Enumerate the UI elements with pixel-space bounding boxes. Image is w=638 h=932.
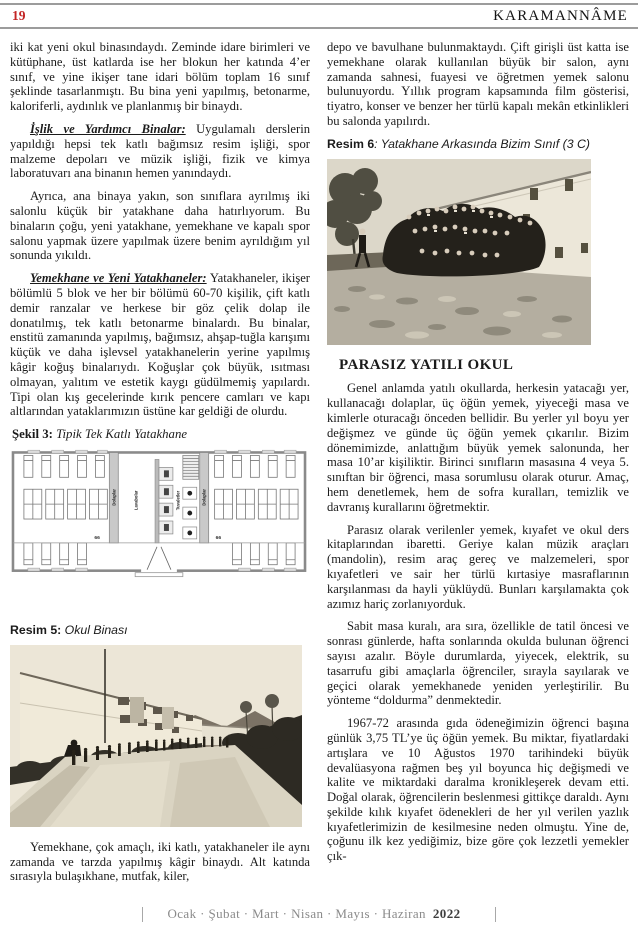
yemekhane-text: Yatakhaneler, ikişer bölümlü 5 blok ve her bir bölümü 60-70 kişilik, çift katlı demir ranzalar ve herkese bir göz çelik dolap ile donatılmış, tek katlı betonarme binalardı. Bu binalar, enstitü zamanında yapılmış, bağımsız, ahşap-tuğla karışımı küçük ve daha işlevsel yatakhanelerin yerine yapılmış kâgir koğuş binalarıydı. Koğuşlar çok büyük, ısıtması olmayan, yalıtım ve estetik kaygı güdülmemiş yapılardı. Tipi olan kış gecelerinde kırık pencere camları ve kapı altlarından yataklarımızın üstüne kar geldiği de olurdu.	[10, 271, 310, 419]
resim5-text: Okul Binası	[61, 622, 128, 637]
paragraph-sabit: Sabit masa kuralı, ara sıra, özellikle de tatil öncesi ve sonrası günlerde, hafta sonlarında okulda bulunan öğrenci sayısı azalır. Böyle durumlarda, yiyecek, elektrik, su tasarrufu gibi amaçlarla öğrenciler, sırayla sayılarak ve geçici olarak yemekhanede yeniden yerleştirilir. Bu yönteme “doldurma” denmektedir.	[327, 619, 629, 708]
left-column	[10, 40, 310, 906]
yemekhane-lead: Yemekhane ve Yeni Yatakhaneler:	[30, 271, 207, 286]
resim5-photo	[10, 645, 310, 827]
label-tuvaletler: Tuvaletler	[175, 490, 181, 511]
sekil3-caption	[12, 427, 310, 442]
floor-plan-diagram	[10, 447, 310, 599]
section-heading: PARASIZ YATILI OKUL	[339, 356, 514, 373]
resim6-photo	[327, 159, 629, 345]
resim6-text: : Yatakhane Arkasında Bizim Sınıf (3 C)	[374, 136, 590, 151]
paragraph-genel: Genel anlamda yatılı okullarda, herkesin yatacağı yer, kullanacağı dolaplar, üç öğün yemek, yiyeceği masa ve kimlerle oturacağı önceden bellidir. Bu yerler yıl boyu yer değişmez ve günde üç öğün yemek çıkarılır. Bizim dönemimizde, anlattığım büyük yemek salonunda, her masa 10’ar kişiliktir. Birinci sınıfların masasına 4 veya 5. sınıftan bir öğrenci, masa sorumlusu olarak oturur. Amaç, hem denetlemek, hem de sofra kuralları, temizlik ve davranış kurallarını öğretmektir.	[327, 381, 629, 514]
entrance-step	[135, 573, 183, 577]
page-footer	[0, 905, 638, 923]
paragraph-yemekhane2: Yemekhane, çok amaçlı, iki katlı, yatakhaneler ile aynı zamanda ve tarzda yapılmış kâgir binaydı. Alt katında sırasıyla bulaşıkhane, mutfak, kiler,	[10, 839, 310, 884]
islik-lead: İşlik ve Yardımcı Binalar:	[30, 121, 186, 136]
paragraph-yemekhane	[10, 271, 310, 419]
paragraph-ayrica: Ayrıca, ana binaya yakın, son sınıflara ayrılmış iki salonlu küçük bir yatakhane daha hatırlıyorum. Bu binaların çoğu, yeni yatakhane, yemekhane ve kapalı spor salonu yapmak üzere yapılmak üzere benim ayrıldığım yıl sonunda yıkıldı.	[10, 189, 310, 263]
label-lavabolar: Lavabolar	[133, 490, 139, 511]
resim6-label: Resim 6	[327, 136, 375, 151]
resim5-label: Resim 5:	[10, 622, 62, 637]
resim5-caption	[10, 623, 310, 638]
stairs	[183, 455, 199, 479]
paragraph-1967: 1967-72 arasında gıda ödeneğimizin öğrenci başına günlük 3,75 TL’ye üç öğün yemek. Bu miktar, fiyatlardaki artışlara ve 10 Ağustos 1970 tarihindeki büyük devalüasyona rağmen beş yıl boyunca hiç değişmedi ve kalite ve miktardaki daralma kronikleşerek devam etti. Doğal olarak, öğrencilerin beslenmesi gittikçe daraldı. Aynı şekilde kılık kıyafet ödenekleri de her yıl verilen yazlık kıyafetlerimizin de kesilmesine neden olmuştu. Yine de, çoğunu ilk kez yediğimiz, bize göre çok lezzetli yemekler çık-	[327, 716, 629, 864]
page-number: 19	[12, 8, 26, 23]
publication-title: KARAMANNÂME	[493, 7, 628, 24]
paragraph-top: depo ve bavulhane bulunmaktaydı. Çift girişli üst katta ise yemekhane olarak kullanılan büyük bir salon, aynı zamanda sahnesi, fuayesi ve öğretmen yemek salonu bulunuyordu. Yıllık program kapsamında film gösterisi, tiyatro, konser ve benzer her türlü kapalı mekân etkinlikleri bu salonda yapılırdı.	[327, 40, 629, 128]
sekil3-text: Tipik Tek Katlı Yatakhane	[52, 427, 188, 442]
label-count-right: 66	[215, 535, 222, 541]
label-count-left: 66	[94, 535, 100, 541]
right-column	[327, 40, 629, 906]
footer-months: Ocak · Şubat · Mart · Nisan · Mayıs · Haziran	[167, 906, 426, 921]
paragraph-islik	[10, 122, 310, 181]
resim6-photo-svg	[327, 159, 591, 345]
resim5-photo-svg	[10, 645, 302, 827]
urinal-fixtures	[183, 487, 197, 539]
paragraph-parasiz: Parasız olarak verilenler yemek, kıyafet ve okul ders kitaplarından ibaretti. Geriye kalan müzik araçları (mandolin), resim araç gereç ve malzemeleri, spor kıyafetleri ve sair her türlü kırtasiye masraflarının karşılanması da hayli yüklüydü. Bunları karşılamakta çok azımız hariç zorlanıyorduk.	[327, 522, 629, 611]
sekil3-label: Şekil 3:	[12, 427, 53, 442]
footer-right-bar	[495, 907, 496, 922]
footer-left-bar	[142, 907, 143, 922]
islik-text: Uygulamalı derslerin yapıldığı hepsi tek katlı bağımsız resim işliği, spor malzeme depoları ve müzik işliği, fizik ve kimya laboratuvarı ana binanın hemen yanındaydı.	[10, 121, 310, 181]
toilet-wall	[155, 459, 159, 542]
label-dolaplar-left: Dolaplar	[111, 488, 117, 506]
floor-plan-svg	[10, 447, 308, 599]
resim6-caption	[327, 137, 629, 152]
page-header	[0, 3, 638, 29]
footer-year: 2022	[432, 906, 461, 921]
paragraph-intro: iki kat yeni okul binasındaydı. Zeminde idare birimleri ve kütüphane, üst katlarda ise her blokun her katında 4’er sınıf, ve yine ikişer tane idari bölüm toplam 16 sınıf şeklinde tasarlanmıştı. Bu bina yeni yapılmış, betonarme, kaloriferli, aydınlık ve planlanmış bir binaydı.	[10, 40, 310, 114]
label-dolaplar-right: Dolaplar	[201, 488, 207, 506]
